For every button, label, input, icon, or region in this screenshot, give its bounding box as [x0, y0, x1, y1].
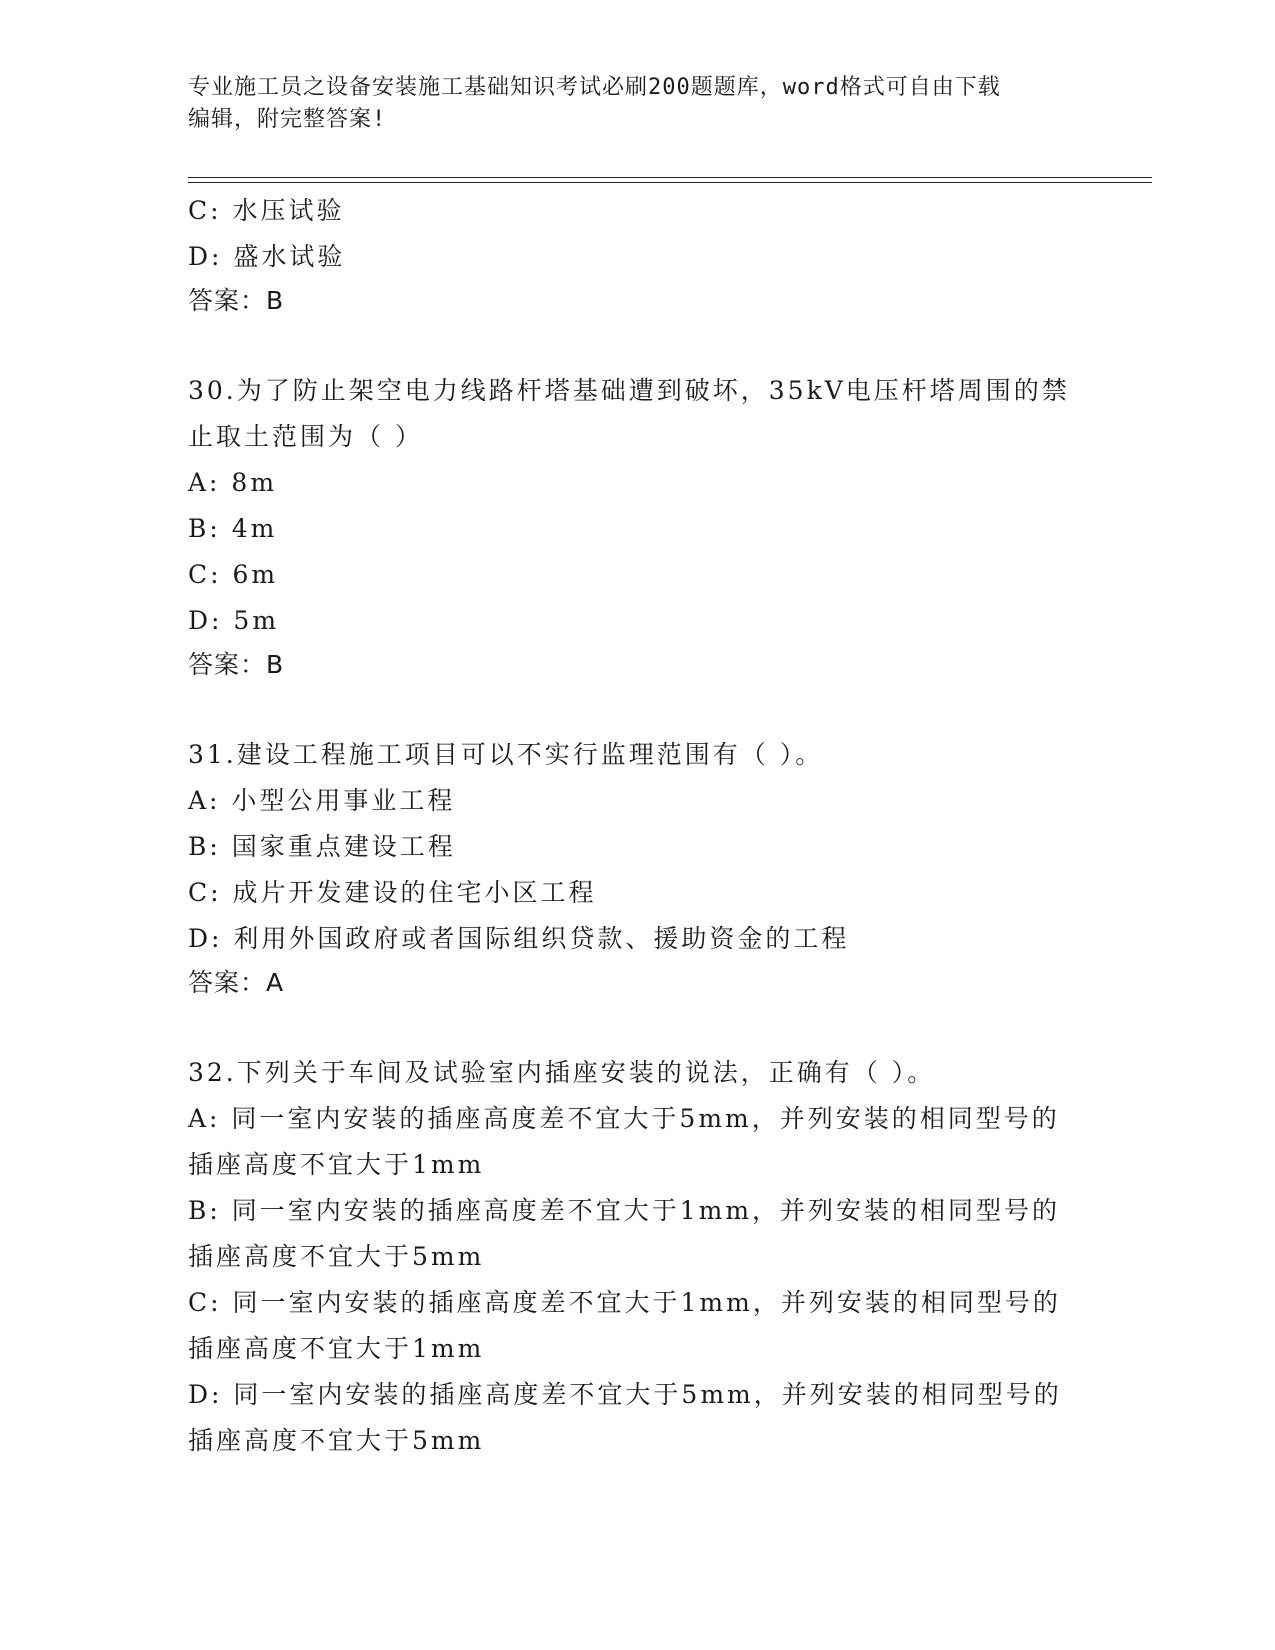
answer: 答案：B: [188, 286, 285, 315]
option-c: C: 6m: [188, 560, 279, 589]
option-c: C: 成片开发建设的住宅小区工程: [188, 878, 597, 907]
question-stem: 32.下列关于车间及试验室内插座安装的说法，正确有（ ）。: [188, 1058, 936, 1087]
option-c: C: 水压试验: [188, 196, 345, 225]
option-b: B: 国家重点建设工程: [188, 832, 456, 861]
option-a-continued: 插座高度不宜大于1mm: [188, 1150, 485, 1179]
answer: 答案：A: [188, 968, 285, 997]
option-d-continued: 插座高度不宜大于5mm: [188, 1426, 485, 1455]
option-a: A: 小型公用事业工程: [188, 786, 456, 815]
option-a: A: 8m: [188, 468, 278, 497]
option-b: B: 同一室内安装的插座高度差不宜大于1mm，并列安装的相同型号的: [188, 1196, 1061, 1225]
header-rule-bottom: [188, 182, 1152, 183]
question-30: [188, 368, 1128, 686]
option-d: D: 5m: [188, 606, 280, 635]
option-d: D: 同一室内安装的插座高度差不宜大于5mm，并列安装的相同型号的: [188, 1380, 1062, 1409]
option-c: C: 同一室内安装的插座高度差不宜大于1mm，并列安装的相同型号的: [188, 1288, 1061, 1317]
header-title-line1: 专业施工员之设备安装施工基础知识考试必刷200题题库，word格式可自由下载: [188, 75, 1001, 100]
spacer: [188, 322, 1128, 368]
question-list: [188, 188, 1128, 1464]
option-d: D: 利用外国政府或者国际组织贷款、援助资金的工程: [188, 924, 850, 953]
option-c-continued: 插座高度不宜大于1mm: [188, 1334, 485, 1363]
question-stem-continued: 止取土范围为（ ）: [188, 422, 423, 451]
question-31: [188, 732, 1128, 1004]
question-29: [188, 188, 1128, 322]
option-b-continued: 插座高度不宜大于5mm: [188, 1242, 485, 1271]
option-b: B: 4m: [188, 514, 278, 543]
question-32: [188, 1050, 1128, 1464]
document-header: [188, 72, 1068, 136]
answer: 答案：B: [188, 650, 285, 679]
spacer: [188, 1004, 1128, 1050]
question-stem: 31.建设工程施工项目可以不实行监理范围有（ ）。: [188, 740, 824, 769]
header-rule-top: [188, 177, 1152, 178]
option-d: D: 盛水试验: [188, 242, 346, 271]
question-stem: 30.为了防止架空电力线路杆塔基础遭到破坏，35kV电压杆塔周围的禁: [188, 376, 1070, 405]
header-title-line2: 编辑，附完整答案!: [188, 107, 387, 132]
spacer: [188, 686, 1128, 732]
option-a: A: 同一室内安装的插座高度差不宜大于5mm，并列安装的相同型号的: [188, 1104, 1060, 1133]
